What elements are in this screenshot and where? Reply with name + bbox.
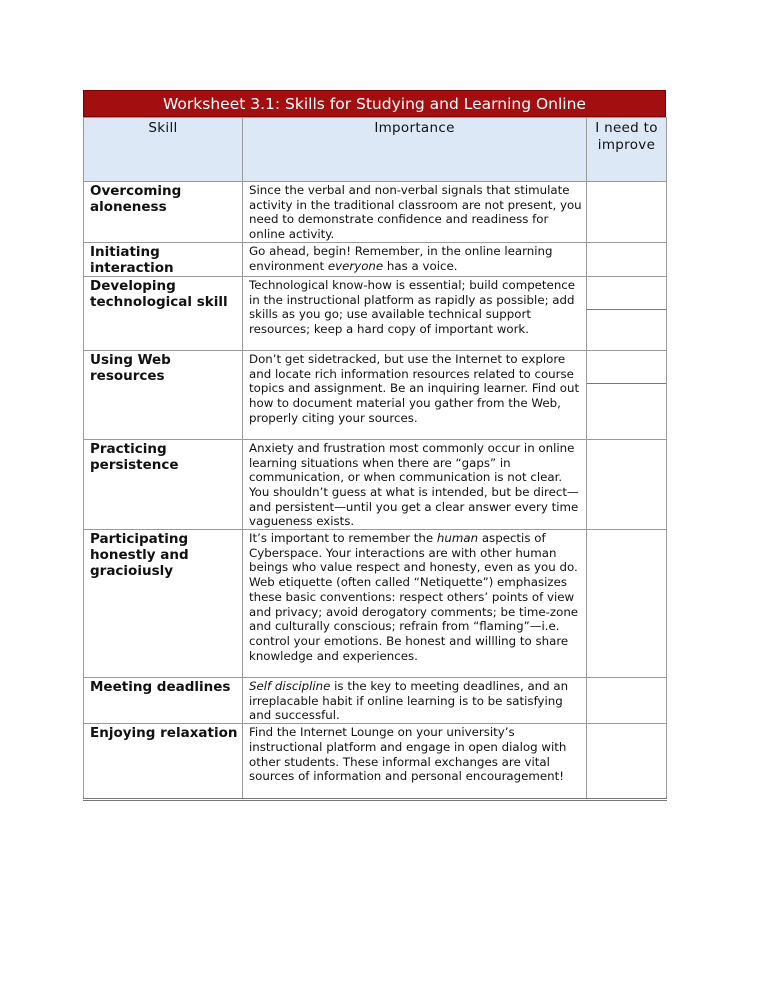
skill-cell: Enjoying relaxation — [84, 724, 243, 800]
header-need-to-improve: I need to improve — [587, 118, 667, 182]
improve-checkbox-cell[interactable] — [587, 242, 667, 276]
importance-emphasis: human — [436, 531, 479, 546]
improve-checkbox-cell[interactable] — [587, 350, 667, 439]
improve-checkbox-cell[interactable] — [587, 276, 667, 350]
skill-cell: Overcoming aloneness — [84, 182, 243, 243]
importance-text: It’s important to remember the — [249, 531, 437, 546]
table-row — [84, 242, 667, 276]
skill-cell: Initiating interaction — [84, 242, 243, 276]
importance-cell: Anxiety and frustration most commonly occur in online learning situations when there are “gaps” in communication, or when communication is not clear. You shouldn’t guess at what is intended, but be direct—and persistent—until you get a clear answer every time vagueness exists. — [243, 439, 587, 529]
importance-text: has a voice. — [383, 258, 458, 273]
improve-checkbox-cell[interactable] — [587, 182, 667, 243]
importance-emphasis: Self discipline — [249, 679, 331, 694]
header-importance: Importance — [243, 118, 587, 182]
table-row — [84, 530, 667, 678]
improve-checkbox-cell[interactable] — [587, 724, 667, 800]
skill-cell: Developing technological skill — [84, 276, 243, 350]
importance-cell — [243, 530, 587, 678]
importance-text: aspectis of Cyberspace. Your interactions are with other human beings who value respect and honesty, even as you do. Web etiquette (often called “Netiquette”) emphasizes these basic conventions: respect others’ points of view and privacy; avoid derogatory comments; be time-zone and culturally conscious; refrain from “flaming”—i.e. control your emotions. Be honest and willling to share knowledge and experiences. — [249, 531, 579, 663]
worksheet — [83, 90, 666, 801]
table-row — [84, 182, 667, 243]
header-skill: Skill — [84, 118, 243, 182]
table-row — [84, 724, 667, 800]
importance-cell — [243, 678, 587, 724]
skill-cell: Using Web resources — [84, 350, 243, 439]
importance-cell: Find the Internet Lounge on your university’s instructional platform and engage in open dialog with other students. These informal exchanges are vital sources of information and personal encouragement! — [243, 724, 587, 800]
table-row — [84, 276, 667, 350]
table-row — [84, 350, 667, 439]
worksheet-title: Worksheet 3.1: Skills for Studying and Learning Online — [83, 90, 666, 117]
header-row — [84, 118, 667, 182]
importance-emphasis: everyone — [327, 258, 384, 273]
improve-checkbox-cell[interactable] — [587, 530, 667, 678]
table-row — [84, 678, 667, 724]
importance-cell: Don’t get sidetracked, but use the Internet to explore and locate rich information resources related to course topics and assignment. Be an inquiring learner. Find out how to document material you gather from the Web, properly citing your sources. — [243, 350, 587, 439]
improve-checkbox-cell[interactable] — [587, 439, 667, 529]
importance-cell: Technological know-how is essential; build competence in the instructional platform as rapidly as possible; add skills as you go; use available technical support resources; keep a hard copy of important work. — [243, 276, 587, 350]
importance-text: is the key to meeting deadlines, and an irreplacable habit if online learning is to be satisfying and successful. — [249, 679, 569, 723]
importance-text: Go ahead, begin! Remember, in the online learning environment — [249, 243, 553, 273]
skill-cell: Participating honestly and gracioiusly — [84, 530, 243, 678]
skills-table — [83, 117, 667, 801]
improve-box[interactable] — [587, 351, 666, 384]
importance-cell — [243, 242, 587, 276]
improve-box[interactable] — [587, 277, 666, 310]
importance-cell: Since the verbal and non-verbal signals that stimulate activity in the traditional classroom are not present, you need to demonstrate confidence and readiness for online activity. — [243, 182, 587, 243]
skill-cell: Practicing persistence — [84, 439, 243, 529]
improve-checkbox-cell[interactable] — [587, 678, 667, 724]
table-row — [84, 439, 667, 529]
skill-cell: Meeting deadlines — [84, 678, 243, 724]
